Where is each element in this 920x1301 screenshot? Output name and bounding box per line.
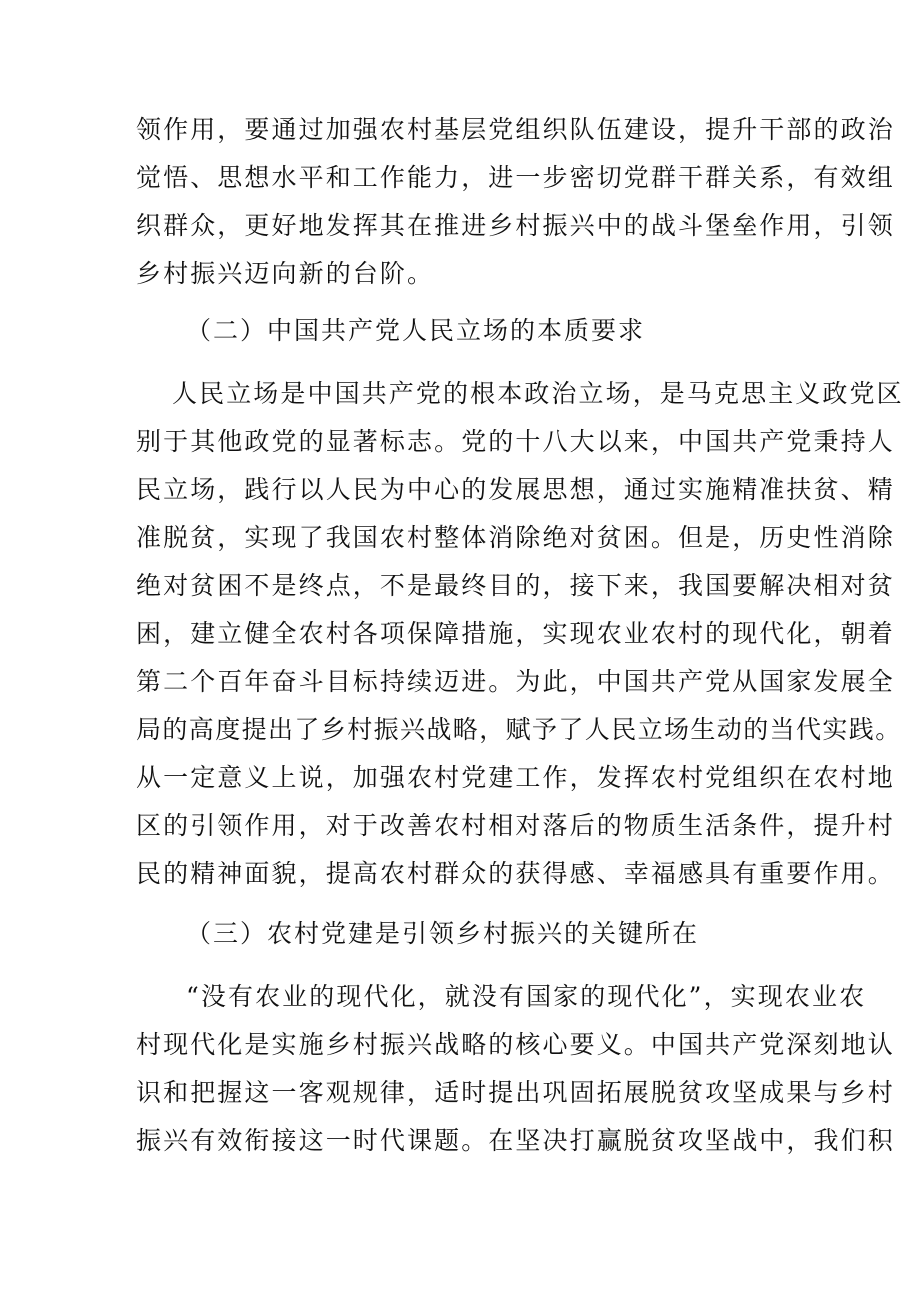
paragraph-line: 别于其他政党的显著标志。党的十八大以来，中国共产党秉持人 bbox=[136, 427, 895, 456]
paragraph-line: 村现代化是实施乡村振兴战略的核心要义。中国共产党深刻地认 bbox=[136, 1030, 895, 1059]
paragraph-line: 民的精神面貌，提高农村群众的获得感、幸福感具有重要作用。 bbox=[136, 859, 895, 888]
paragraph-line: 乡村振兴迈向新的台阶。 bbox=[136, 259, 435, 288]
section-heading-3 bbox=[186, 910, 846, 958]
paragraph-line: 振兴有效衔接这一时代课题。在坚决打赢脱贫攻坚战中，我们积 bbox=[136, 1126, 895, 1155]
paragraph-line: 织群众，更好地发挥其在推进乡村振兴中的战斗堡垒作用，引领 bbox=[136, 211, 895, 240]
section-heading-2 bbox=[186, 307, 846, 355]
paragraph-line: 识和把握这一客观规律，适时提出巩固拓展脱贫攻坚成果与乡村 bbox=[136, 1078, 895, 1107]
paragraph-line: “没有农业的现代化，就没有国家的现代化”，实现农业农 bbox=[186, 982, 867, 1011]
paragraph-line: 准脱贫，实现了我国农村整体消除绝对贫困。但是，历史性消除 bbox=[136, 523, 895, 552]
paragraph-line: 从一定意义上说，加强农村党建工作，发挥农村党组织在农村地 bbox=[136, 763, 895, 792]
paragraph-line: 领作用，要通过加强农村基层党组织队伍建设，提升干部的政治 bbox=[136, 115, 895, 144]
paragraph-line: 困，建立健全农村各项保障措施，实现农业农村的现代化，朝着 bbox=[136, 619, 895, 648]
paragraph-line: 民立场，践行以人民为中心的发展思想，通过实施精准扶贫、精 bbox=[136, 475, 895, 504]
paragraph-line: 绝对贫困不是终点，不是最终目的，接下来，我国要解决相对贫 bbox=[136, 571, 895, 600]
paragraph-1 bbox=[136, 106, 895, 298]
paragraph-line: 区的引领作用，对于改善农村相对落后的物质生活条件，提升村 bbox=[136, 811, 895, 840]
paragraph-line: 局的高度提出了乡村振兴战略，赋予了人民立场生动的当代实践。 bbox=[136, 715, 902, 744]
paragraph-line: 第二个百年奋斗目标持续迈进。为此，中国共产党从国家发展全 bbox=[136, 667, 895, 696]
paragraph-3 bbox=[136, 973, 895, 1165]
heading-text: （二）中国共产党人民立场的本质要求 bbox=[186, 316, 646, 345]
paragraph-line: 觉悟、思想水平和工作能力，进一步密切党群干群关系，有效组 bbox=[136, 163, 895, 192]
paragraph-2 bbox=[136, 370, 904, 898]
heading-text: （三）农村党建是引领乡村振兴的关键所在 bbox=[186, 919, 700, 948]
paragraph-line: 人民立场是中国共产党的根本政治立场，是马克思主义政党区 bbox=[172, 379, 904, 408]
